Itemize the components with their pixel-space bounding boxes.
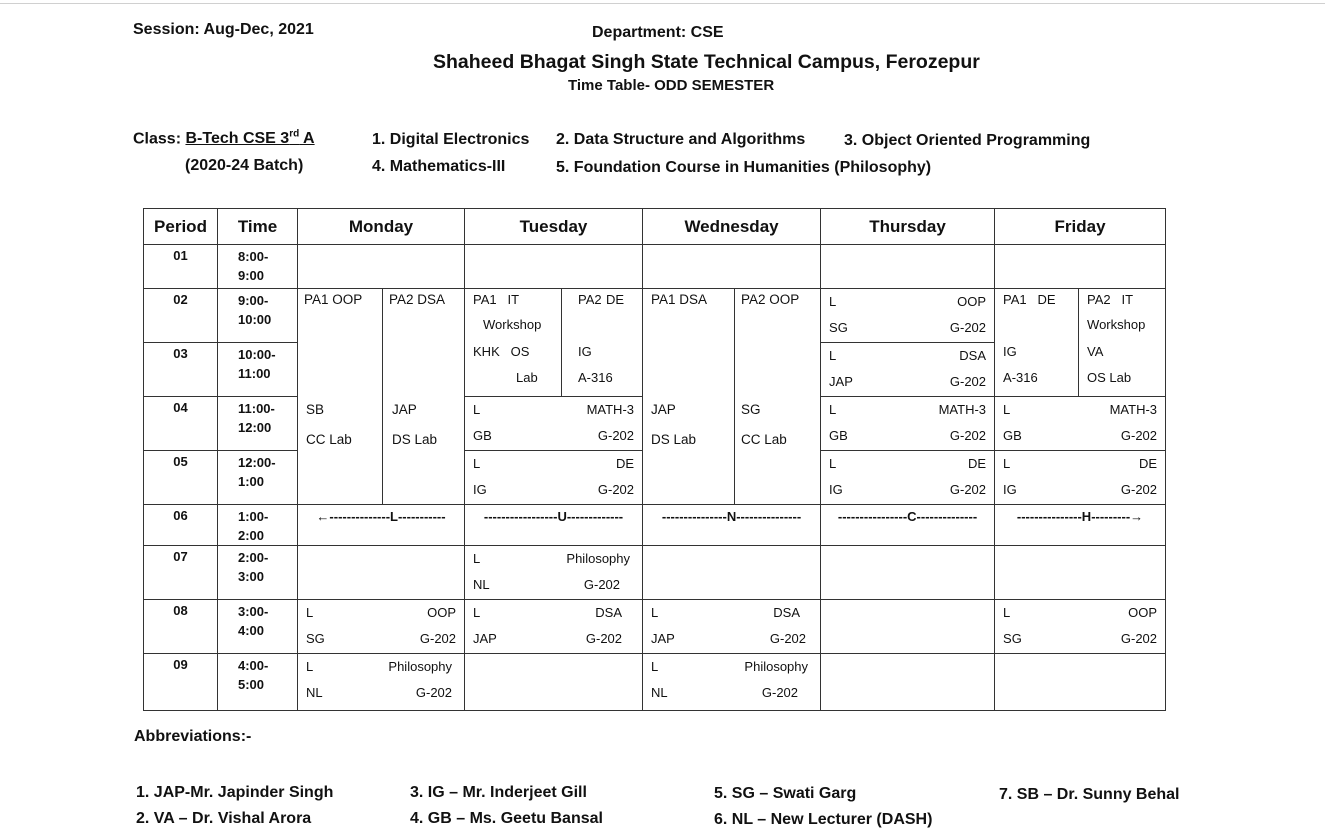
lunch-tue: -----------------U------------- <box>465 505 643 546</box>
timetable-title: Time Table- ODD SEMESTER <box>568 77 775 94</box>
col-header-monday: Monday <box>298 209 465 245</box>
lab-text: OS Lab <box>1087 370 1132 385</box>
lecture-tue-p5: L DE IG G-202 <box>465 451 643 505</box>
timetable <box>143 208 1166 711</box>
subject-3: 3. Object Oriented Programming <box>844 132 1091 149</box>
lab-room: CC Lab <box>741 432 787 447</box>
lab-text: Lab <box>516 370 538 385</box>
period-time: 4:00- 5:00 <box>218 654 298 711</box>
period-time: 11:00- 12:00 <box>218 397 298 451</box>
lecture-wed-p9: L Philosophy NL G-202 <box>643 654 821 711</box>
lab-wed-pa1 <box>643 289 735 505</box>
lab-text: Workshop <box>1087 317 1146 332</box>
period-number: 06 <box>144 505 218 546</box>
lecture-thu-p4: L MATH-3 GB G-202 <box>821 397 995 451</box>
slot-empty <box>643 546 821 600</box>
class-prefix: Class: <box>133 130 186 148</box>
table-row <box>144 600 1166 654</box>
period-number: 08 <box>144 600 218 654</box>
lecture-thu-p3: L DSA JAP G-202 <box>821 343 995 397</box>
lecture-tue-p8: L DSA JAP G-202 <box>465 600 643 654</box>
lecture-fri-p5: L DE IG G-202 <box>995 451 1166 505</box>
slot-empty <box>298 546 465 600</box>
slot-empty <box>821 654 995 711</box>
slot-empty <box>821 245 995 289</box>
table-row <box>144 505 1166 546</box>
lab-title: PA1 OOP <box>304 292 363 307</box>
lab-room: DS Lab <box>392 432 438 447</box>
lab-room: DS Lab <box>651 432 697 447</box>
table-row <box>144 546 1166 600</box>
period-time: 3:00- 4:00 <box>218 600 298 654</box>
subject-1: 1. Digital Electronics <box>372 131 530 148</box>
slot-empty <box>465 245 643 289</box>
period-time: 2:00- 3:00 <box>218 546 298 600</box>
lab-teacher: SG <box>741 402 761 417</box>
lab-text: IG <box>1003 344 1017 359</box>
abbreviation-item: 5. SG – Swati Garg <box>714 785 857 802</box>
period-number: 09 <box>144 654 218 711</box>
top-border <box>0 3 1325 4</box>
subject-5: 5. Foundation Course in Humanities (Philosophy) <box>556 159 932 176</box>
period-time: 10:00- 11:00 <box>218 343 298 397</box>
period-number: 07 <box>144 546 218 600</box>
col-header-period: Period <box>144 209 218 245</box>
lab-teacher: JAP <box>651 402 676 417</box>
period-number: 01 <box>144 245 218 289</box>
slot-empty <box>821 600 995 654</box>
period-number: 02 <box>144 289 218 343</box>
lab-fri-pa1: PA1 DE IG A-316 <box>995 289 1079 397</box>
session-label: Session: Aug-Dec, 2021 <box>133 21 314 38</box>
lab-text: IG <box>578 344 592 359</box>
lab-text: Workshop <box>483 317 542 332</box>
lecture-tue-p4: L MATH-3 GB G-202 <box>465 397 643 451</box>
abbreviation-item: 7. SB – Dr. Sunny Behal <box>999 786 1180 803</box>
period-number: 04 <box>144 397 218 451</box>
lecture-fri-p8: L OOP SG G-202 <box>995 600 1166 654</box>
lunch-wed: ---------------N--------------- <box>643 505 821 546</box>
abbreviation-item: 6. NL – New Lecturer (DASH) <box>714 811 933 828</box>
subject-4: 4. Mathematics-III <box>372 158 506 175</box>
lab-mon-pa2 <box>383 289 465 505</box>
abbreviation-item: 2. VA – Dr. Vishal Arora <box>136 810 312 827</box>
col-header-time: Time <box>218 209 298 245</box>
header-row <box>144 209 1166 245</box>
abbreviation-item: 4. GB – Ms. Geetu Bansal <box>410 810 603 827</box>
abbreviation-item: 3. IG – Mr. Inderjeet Gill <box>410 784 587 801</box>
lab-title: PA2 OOP <box>741 292 800 307</box>
class-name: B-Tech CSE 3rd A <box>185 129 315 148</box>
lab-mon-pa1 <box>298 289 383 505</box>
institute-title: Shaheed Bhagat Singh State Technical Campus, Ferozepur <box>433 51 980 73</box>
period-time: 9:00- 10:00 <box>218 289 298 343</box>
col-header-wednesday: Wednesday <box>643 209 821 245</box>
col-header-thursday: Thursday <box>821 209 995 245</box>
lab-text: A-316 <box>1003 370 1038 385</box>
period-time: 1:00- 2:00 <box>218 505 298 546</box>
lecture-mon-p8: L OOP SG G-202 <box>298 600 465 654</box>
slot-empty <box>995 654 1166 711</box>
lunch-fri: ---------------H---------→ <box>995 505 1166 546</box>
col-header-friday: Friday <box>995 209 1166 245</box>
table-row <box>144 245 1166 289</box>
lecture-wed-p8: L DSA JAP G-202 <box>643 600 821 654</box>
slot-empty <box>643 245 821 289</box>
lecture-tue-p7: L Philosophy NL G-202 <box>465 546 643 600</box>
lab-tue-pa2: PA2 DE IG A-316 <box>562 289 643 397</box>
abbreviation-item: 1. JAP-Mr. Japinder Singh <box>136 784 334 801</box>
period-time: 8:00- 9:00 <box>218 245 298 289</box>
lunch-mon: ←--------------L----------- <box>298 505 465 546</box>
period-number: 05 <box>144 451 218 505</box>
lab-room: CC Lab <box>306 432 352 447</box>
table-row <box>144 654 1166 711</box>
lecture-thu-p2: L OOP SG G-202 <box>821 289 995 343</box>
slot-empty <box>995 546 1166 600</box>
lecture-fri-p4: L MATH-3 GB G-202 <box>995 397 1166 451</box>
col-header-tuesday: Tuesday <box>465 209 643 245</box>
lab-fri-pa2: PA2 IT Workshop VA OS Lab <box>1079 289 1166 397</box>
lab-tue-pa1: PA1 IT Workshop KHK OS Lab <box>465 289 562 397</box>
slot-empty <box>465 654 643 711</box>
lecture-mon-p9: L Philosophy NL G-202 <box>298 654 465 711</box>
slot-empty <box>995 245 1166 289</box>
class-label <box>133 129 315 148</box>
lab-text: VA <box>1087 344 1104 359</box>
lab-teacher: SB <box>306 402 325 417</box>
slot-empty <box>821 546 995 600</box>
lab-title: PA1 DSA <box>651 292 708 307</box>
slot-empty <box>298 245 465 289</box>
period-time: 12:00- 1:00 <box>218 451 298 505</box>
lab-title: PA2 DSA <box>389 292 446 307</box>
department-label: Department: CSE <box>592 24 724 41</box>
lab-teacher: JAP <box>392 402 417 417</box>
lunch-thu: ----------------C-------------- <box>821 505 995 546</box>
abbreviations-title: Abbreviations:- <box>134 728 252 745</box>
period-number: 03 <box>144 343 218 397</box>
lab-text: A-316 <box>578 370 613 385</box>
lecture-thu-p5: L DE IG G-202 <box>821 451 995 505</box>
table-row <box>144 289 1166 343</box>
batch-label: (2020-24 Batch) <box>185 157 304 174</box>
subject-2: 2. Data Structure and Algorithms <box>556 131 806 148</box>
lab-wed-pa2 <box>735 289 821 505</box>
